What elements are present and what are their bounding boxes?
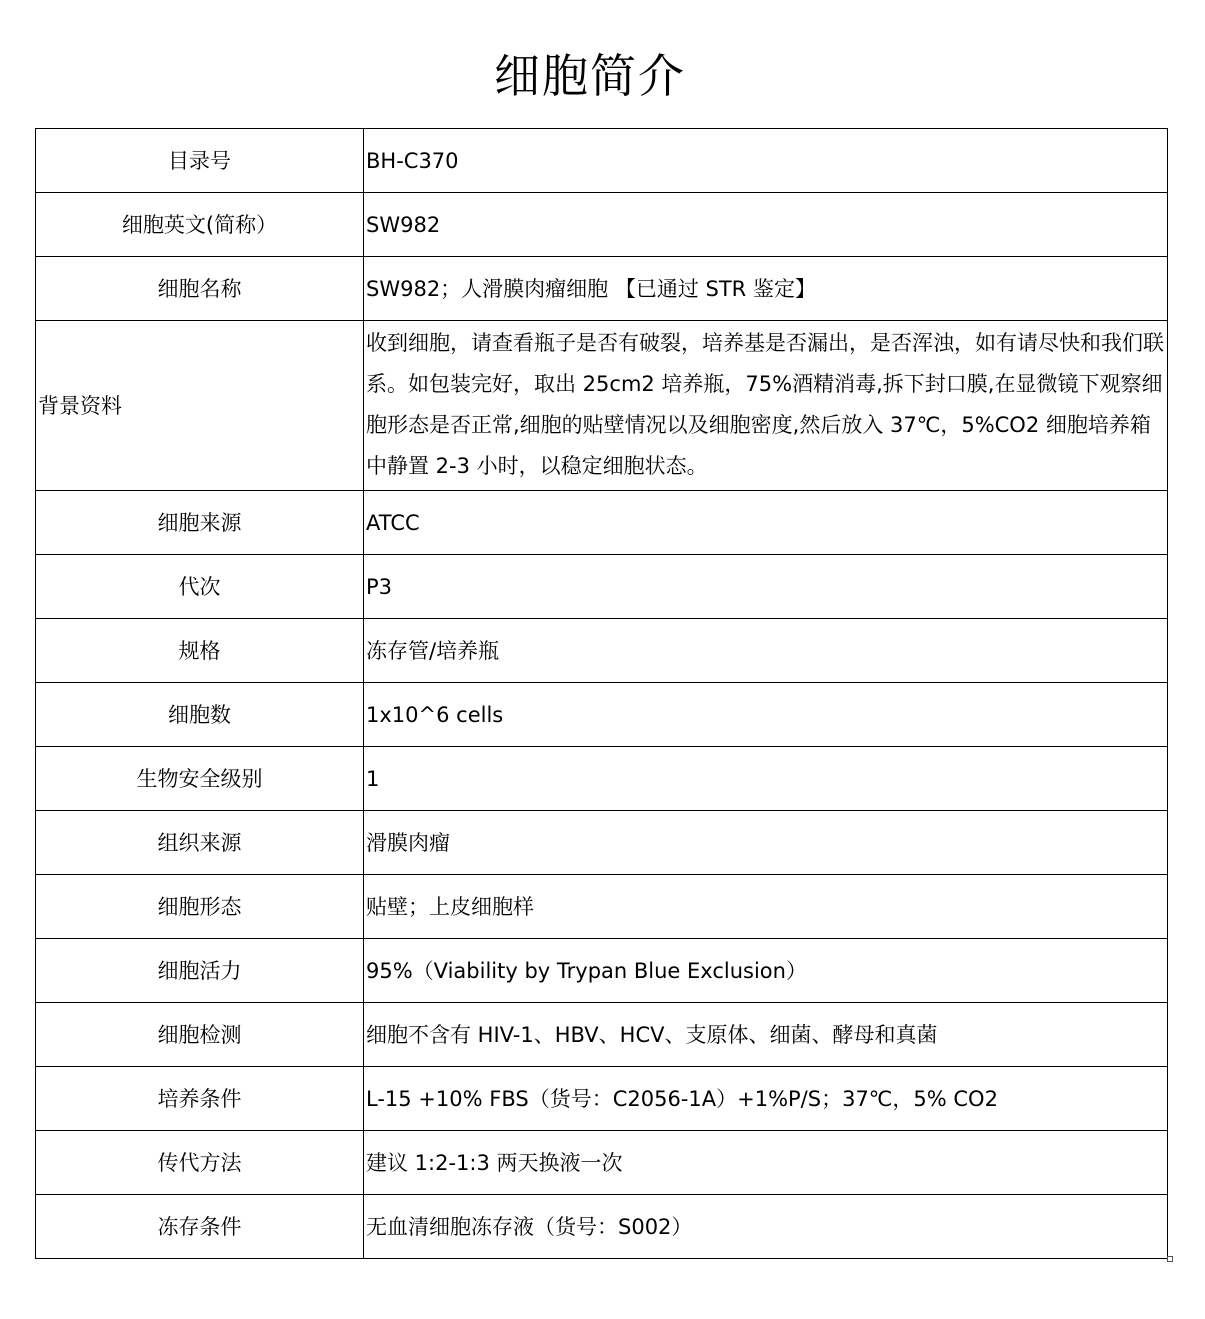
row-label: 代次 xyxy=(36,555,364,619)
row-value: 1x10^6 cells xyxy=(364,683,1168,747)
table-row-specification xyxy=(36,619,1168,683)
row-value: SW982；人滑膜肉瘤细胞 【已通过 STR 鉴定】 xyxy=(364,257,1168,321)
row-value: 冻存管/培养瓶 xyxy=(364,619,1168,683)
row-value: L-15 +10% FBS（货号：C2056-1A）+1%P/S；37℃，5% CO2 xyxy=(364,1067,1168,1131)
row-value: 1 xyxy=(364,747,1168,811)
table-row-testing xyxy=(36,1003,1168,1067)
row-value: 贴壁；上皮细胞样 xyxy=(364,875,1168,939)
table-row-freezing-conditions xyxy=(36,1195,1168,1259)
row-label: 冻存条件 xyxy=(36,1195,364,1259)
row-label: 细胞来源 xyxy=(36,491,364,555)
row-value: 95%（Viability by Trypan Blue Exclusion） xyxy=(364,939,1168,1003)
table-row-culture-conditions xyxy=(36,1067,1168,1131)
table-row-catalog-number xyxy=(36,129,1168,193)
row-value: BH-C370 xyxy=(364,129,1168,193)
row-label: 目录号 xyxy=(36,129,364,193)
row-label: 细胞数 xyxy=(36,683,364,747)
row-value: P3 xyxy=(364,555,1168,619)
row-label: 背景资料 xyxy=(36,321,364,491)
row-value: SW982 xyxy=(364,193,1168,257)
row-label: 细胞形态 xyxy=(36,875,364,939)
row-label: 细胞检测 xyxy=(36,1003,364,1067)
table-row-english-name xyxy=(36,193,1168,257)
row-label: 传代方法 xyxy=(36,1131,364,1195)
row-value: 建议 1:2-1:3 两天换液一次 xyxy=(364,1131,1168,1195)
cell-info-table xyxy=(35,128,1168,1259)
table-row-biosafety-level xyxy=(36,747,1168,811)
row-label: 组织来源 xyxy=(36,811,364,875)
row-value: 滑膜肉瘤 xyxy=(364,811,1168,875)
table-row-cell-name xyxy=(36,257,1168,321)
row-label: 培养条件 xyxy=(36,1067,364,1131)
table-row-viability xyxy=(36,939,1168,1003)
row-label: 细胞活力 xyxy=(36,939,364,1003)
row-label: 细胞名称 xyxy=(36,257,364,321)
row-label: 生物安全级别 xyxy=(36,747,364,811)
table-row-passage xyxy=(36,555,1168,619)
row-label: 细胞英文(简称） xyxy=(36,193,364,257)
table-row-tissue-source xyxy=(36,811,1168,875)
row-label: 规格 xyxy=(36,619,364,683)
row-value: 收到细胞，请查看瓶子是否有破裂，培养基是否漏出，是否浑浊，如有请尽快和我们联系。如包装完好，取出 25cm2 培养瓶，75%酒精消毒,拆下封口膜,在显微镜下观察细胞形态是否正常,细胞的贴壁情况以及细胞密度,然后放入 37℃，5%CO2 细胞培养箱中静置 2-3 小时，以稳定细胞状态。 xyxy=(364,321,1168,491)
row-value: ATCC xyxy=(364,491,1168,555)
page-title: 细胞简介 xyxy=(494,48,686,103)
table-end-marker xyxy=(1167,1256,1173,1262)
row-value: 无血清细胞冻存液（货号：S002） xyxy=(364,1195,1168,1259)
row-value: 细胞不含有 HIV-1、HBV、HCV、支原体、细菌、酵母和真菌 xyxy=(364,1003,1168,1067)
table-row-passage-method xyxy=(36,1131,1168,1195)
table-row-morphology xyxy=(36,875,1168,939)
table-row-cell-source xyxy=(36,491,1168,555)
table-row-cell-count xyxy=(36,683,1168,747)
table-row-background-info xyxy=(36,321,1168,491)
